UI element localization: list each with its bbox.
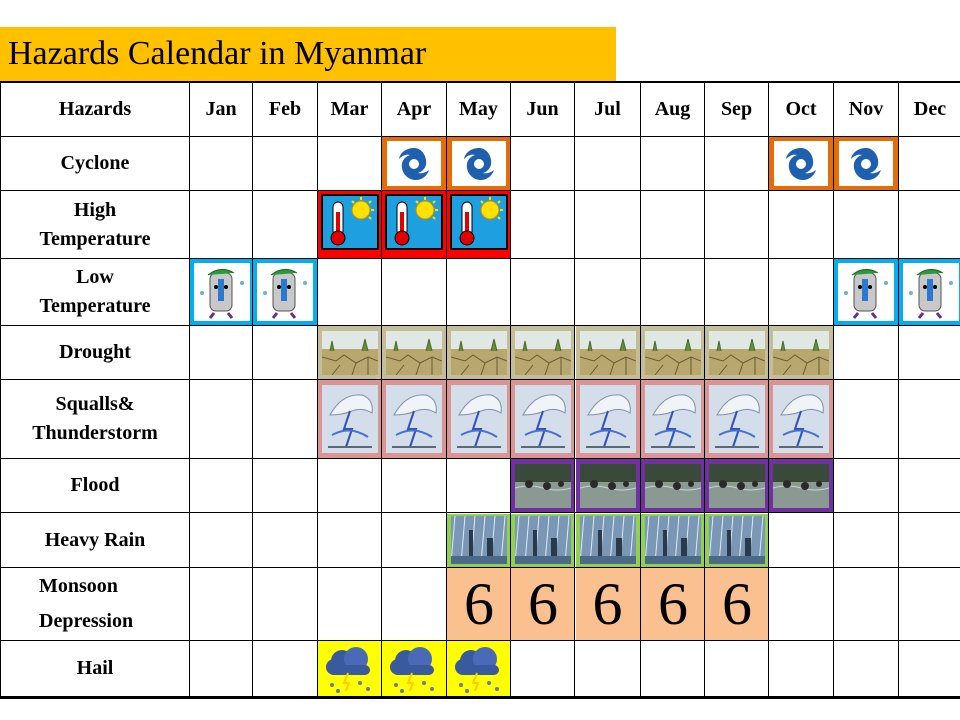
month-header: Sep xyxy=(705,82,769,137)
month-header: Jul xyxy=(575,82,641,137)
heavy-rain-icon xyxy=(447,514,511,567)
month-header: Feb xyxy=(253,82,318,137)
frozen-thermometer-icon xyxy=(899,259,960,325)
page-title: Hazards Calendar in Myanmar xyxy=(8,35,427,72)
heavy-rain-icon xyxy=(576,514,640,567)
cyclone-icon xyxy=(447,137,511,190)
hazard-row-drought xyxy=(1,326,960,380)
hazard-row-cyclone xyxy=(1,137,960,191)
cyclone-icon xyxy=(769,137,833,190)
thunderstorm-diagram-icon xyxy=(641,380,705,458)
hail-cloud-icon xyxy=(447,641,511,696)
hazards-column-header: Hazards xyxy=(1,82,190,137)
month-header: Nov xyxy=(834,82,899,137)
month-header: Aug xyxy=(641,82,705,137)
flood-icon xyxy=(705,459,769,512)
hazard-label: Cyclone xyxy=(1,137,190,191)
hazard-row-monsoon-depression xyxy=(1,568,960,641)
cracked-earth-icon xyxy=(382,326,446,379)
thermometer-sun-icon xyxy=(318,191,382,258)
heavy-rain-icon xyxy=(641,514,705,567)
cracked-earth-icon xyxy=(511,326,575,379)
flood-icon xyxy=(576,459,640,512)
hazard-row-hail xyxy=(1,641,960,698)
depression-symbol-icon: 6 xyxy=(447,568,511,640)
hazard-label: Low Temperature xyxy=(1,259,190,326)
hazard-label: Hail xyxy=(1,641,190,698)
hazard-row-high-temperature xyxy=(1,191,960,259)
hazard-row-flood xyxy=(1,459,960,513)
depression-symbol-icon: 6 xyxy=(641,568,705,640)
hazard-label: Squalls& Thunderstorm xyxy=(1,380,190,459)
thunderstorm-diagram-icon xyxy=(447,380,511,458)
cracked-earth-icon xyxy=(769,326,833,379)
month-header: Jun xyxy=(511,82,575,137)
depression-symbol-icon: 6 xyxy=(576,568,640,640)
heavy-rain-icon xyxy=(511,514,575,567)
flood-icon xyxy=(769,459,833,512)
cracked-earth-icon xyxy=(705,326,769,379)
thermometer-sun-icon xyxy=(382,191,446,258)
hazard-label: Drought xyxy=(1,326,190,380)
month-header: Mar xyxy=(318,82,382,137)
title-bar xyxy=(0,27,616,81)
thunderstorm-diagram-icon xyxy=(769,380,833,458)
cracked-earth-icon xyxy=(641,326,705,379)
cyclone-icon xyxy=(834,137,898,190)
month-header: Jan xyxy=(190,82,253,137)
thunderstorm-diagram-icon xyxy=(705,380,769,458)
depression-symbol-icon: 6 xyxy=(511,568,575,640)
hazard-label: High Temperature xyxy=(1,191,190,259)
hail-cloud-icon xyxy=(382,641,446,696)
cyclone-icon xyxy=(382,137,446,190)
month-header: Oct xyxy=(769,82,834,137)
thunderstorm-diagram-icon xyxy=(576,380,640,458)
hazard-label: Flood xyxy=(1,459,190,513)
cracked-earth-icon xyxy=(318,326,382,379)
thermometer-sun-icon xyxy=(447,191,511,258)
thunderstorm-diagram-icon xyxy=(318,380,382,458)
frozen-thermometer-icon xyxy=(190,259,254,325)
thunderstorm-diagram-icon xyxy=(382,380,446,458)
hazard-label: Monsoon Depression xyxy=(1,568,190,641)
hazard-row-heavy-rain xyxy=(1,513,960,568)
month-header: Dec xyxy=(899,82,960,137)
frozen-thermometer-icon xyxy=(834,259,898,325)
depression-symbol-icon: 6 xyxy=(705,568,769,640)
hazard-row-squalls-thunderstorm xyxy=(1,380,960,459)
header-row xyxy=(1,82,960,137)
heavy-rain-icon xyxy=(705,514,769,567)
hail-cloud-icon xyxy=(318,641,382,696)
month-header: May xyxy=(447,82,511,137)
hazard-label: Heavy Rain xyxy=(1,513,190,568)
frozen-thermometer-icon xyxy=(253,259,317,325)
flood-icon xyxy=(641,459,705,512)
hazard-row-low-temperature xyxy=(1,259,960,326)
flood-icon xyxy=(511,459,575,512)
cracked-earth-icon xyxy=(447,326,511,379)
thunderstorm-diagram-icon xyxy=(511,380,575,458)
hazards-calendar-table xyxy=(0,81,960,699)
cracked-earth-icon xyxy=(576,326,640,379)
month-header: Apr xyxy=(382,82,447,137)
